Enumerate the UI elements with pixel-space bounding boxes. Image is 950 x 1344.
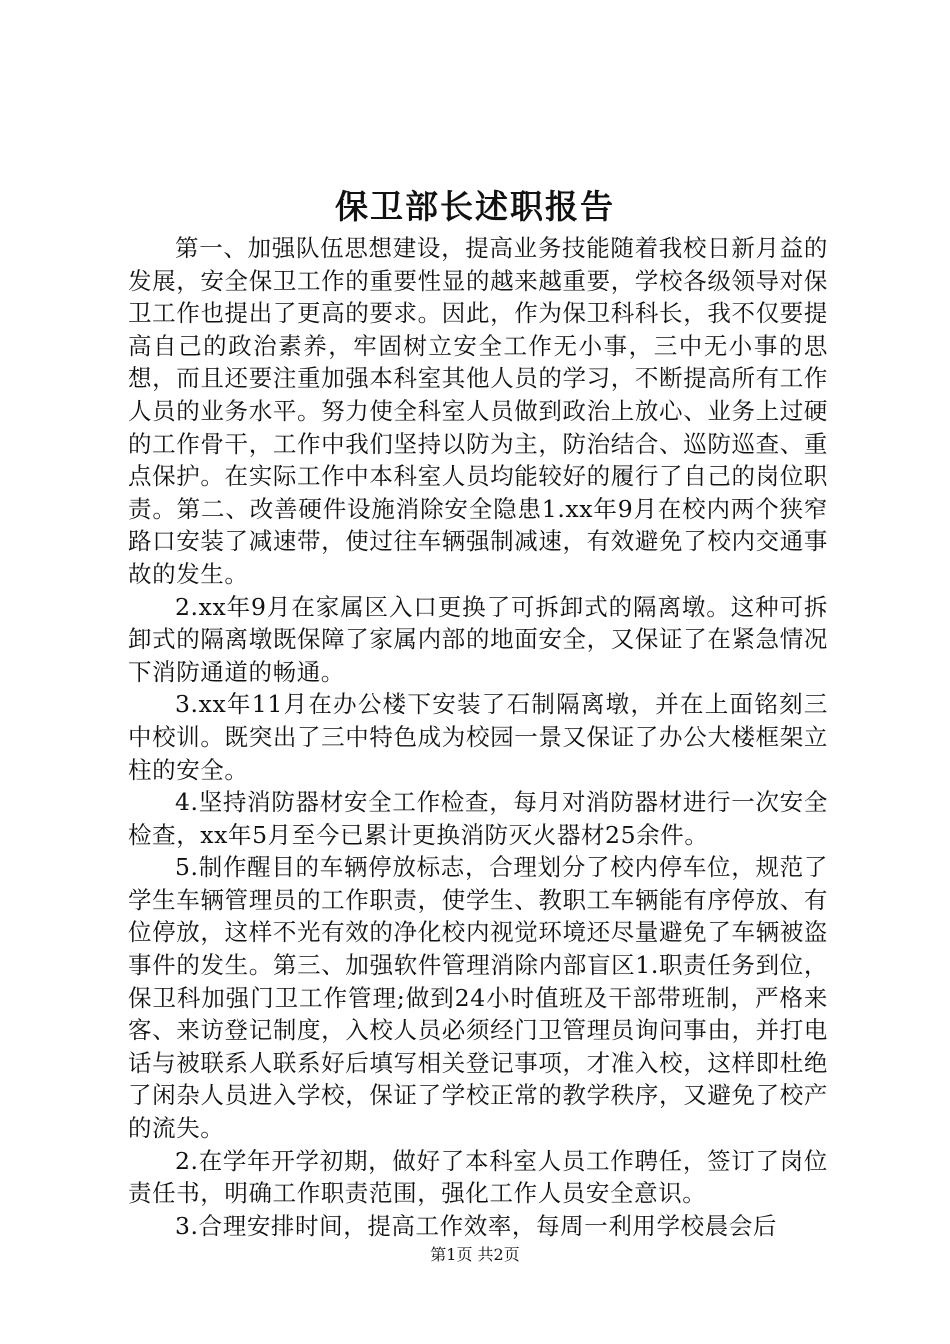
paragraph: 第一、加强队伍思想建设，提高业务技能随着我校日新月益的发展，安全保卫工作的重要性显的越来越重要，学校各级领导对保卫工作也提出了更高的要求。因此，作为保卫科科长，我不仅要提高自己的政治素养，牢固树立安全工作无小事，三中无小事的思想，而且还要注重加强本科室其他人员的学习，不断提高所有工作人员的业务水平。努力使全科室人员做到政治上放心、业务上过硬的工作骨干，工作中我们坚持以防为主，防治结合、巡防巡查、重点保护。在实际工作中本科室人员均能较好的履行了自己的岗位职责。第二、改善硬件设施消除安全隐患1.xx年9月在校内两个狭窄路口安装了减速带，使过往车辆强制减速，有效避免了校内交通事故的发生。: [128, 234, 828, 588]
paragraph: 5.制作醒目的车辆停放标志，合理划分了校内停车位，规范了学生车辆管理员的工作职责，使学生、教职工车辆能有序停放、有位停放，这样不光有效的净化校内视觉环境还尽量避免了车辆被盗事件的发生。第三、加强软件管理消除内部盲区1.职责任务到位，保卫科加强门卫工作管理;做到24小时值班及干部带班制，严格来客、来访登记制度，入校人员必须经门卫管理员询问事由，并打电话与被联系人联系好后填写相关登记事项，才准入校，这样即杜绝了闲杂人员进入学校，保证了学校正常的教学秩序，又避免了校产的流失。: [128, 853, 828, 1143]
paragraph: 3.合理安排时间，提高工作效率，每周一利用学校晨会后: [175, 1211, 778, 1240]
paragraph: 4.坚持消防器材安全工作检查，每月对消防器材进行一次安全检查，xx年5月至今已累计更换消防灭火器材25余件。: [128, 788, 828, 849]
paragraph: 2.xx年9月在家属区入口更换了可拆卸式的隔离墩。这种可拆卸式的隔离墩既保障了家属内部的地面安全，又保证了在紧急情况下消防通道的畅通。: [128, 592, 828, 686]
paragraph: 2.在学年开学初期，做好了本科室人员工作聘任，签订了岗位责任书，明确工作职责范围，强化工作人员安全意识。: [128, 1146, 828, 1208]
paragraph: 3.xx年11月在办公楼下安装了石制隔离墩，并在上面铭刻三中校训。既突出了三中特色成为校园一景又保证了办公大楼框架立柱的安全。: [128, 690, 828, 784]
document-body: [128, 232, 828, 1242]
document-title: 保卫部长述职报告: [335, 187, 615, 226]
page-number-footer: 第1页 共2页: [430, 1245, 520, 1264]
